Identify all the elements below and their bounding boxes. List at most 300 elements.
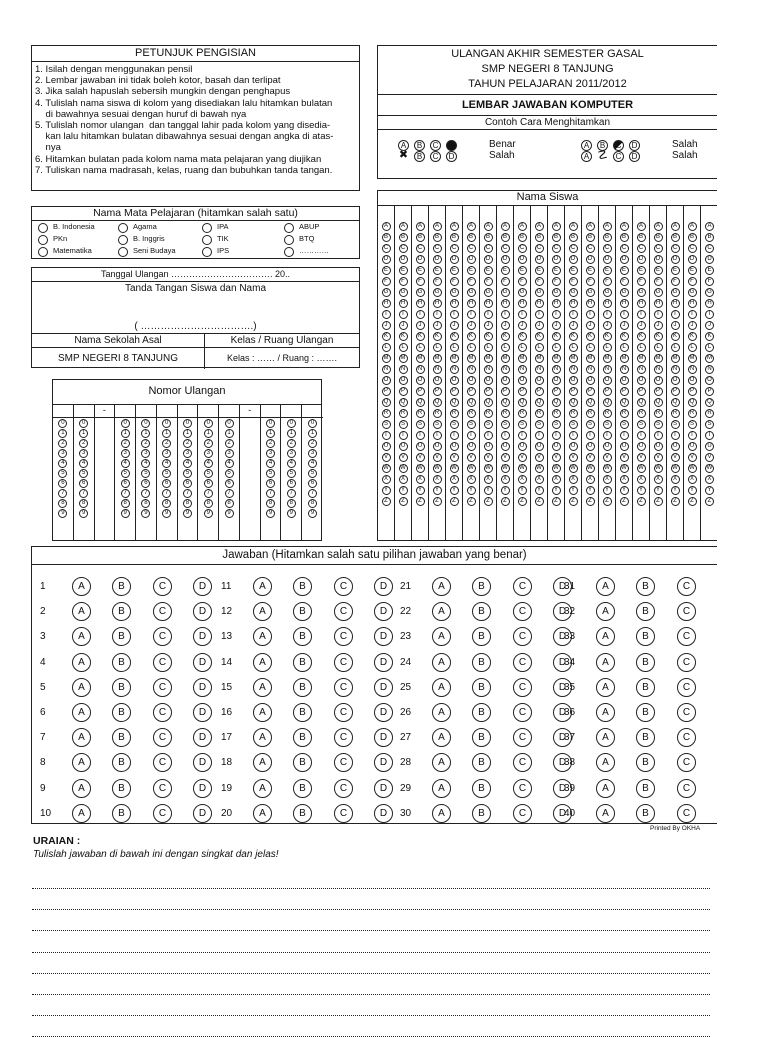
letter-bubble[interactable]: F [399,277,408,286]
letter-bubble[interactable]: I [450,310,459,319]
digit-bubble[interactable]: 5 [162,469,171,478]
answer-bubble-d[interactable]: D [553,779,572,798]
digit-bubble[interactable]: 0 [121,419,130,428]
letter-bubble[interactable]: Y [416,486,425,495]
letter-bubble[interactable]: J [484,321,493,330]
letter-bubble[interactable]: J [569,321,578,330]
digit-bubble[interactable]: 1 [162,429,171,438]
letter-bubble[interactable]: Y [688,486,697,495]
letter-bubble[interactable]: G [586,288,595,297]
digit-bubble[interactable]: 9 [308,509,317,518]
letter-bubble[interactable]: D [552,255,561,264]
answer-bubble-c[interactable]: C [334,703,353,722]
letter-bubble[interactable]: R [518,409,527,418]
letter-bubble[interactable]: U [705,442,714,451]
answer-bubble-b[interactable]: B [472,753,491,772]
letter-bubble[interactable]: J [620,321,629,330]
digit-bubble[interactable]: 9 [225,509,234,518]
answer-bubble-d[interactable]: D [553,627,572,646]
letter-bubble[interactable]: F [569,277,578,286]
letter-bubble[interactable]: L [569,343,578,352]
digit-bubble[interactable]: 8 [266,499,275,508]
letter-bubble[interactable]: D [620,255,629,264]
answer-bubble-b[interactable]: B [293,602,312,621]
answer-bubble-d[interactable]: D [193,703,212,722]
letter-bubble[interactable]: I [518,310,527,319]
letter-bubble[interactable]: O [433,376,442,385]
digit-bubble[interactable]: 2 [141,439,150,448]
answer-bubble-c[interactable]: C [153,653,172,672]
letter-bubble[interactable]: P [535,387,544,396]
digit-bubble[interactable]: 1 [266,429,275,438]
letter-bubble[interactable]: N [518,365,527,374]
answer-bubble-a[interactable]: A [432,602,451,621]
answer-bubble-c[interactable]: C [677,779,696,798]
letter-bubble[interactable]: F [705,277,714,286]
letter-bubble[interactable]: Z [399,497,408,506]
answer-bubble-a[interactable]: A [253,728,272,747]
letter-bubble[interactable]: F [467,277,476,286]
letter-bubble[interactable]: J [433,321,442,330]
letter-bubble[interactable]: N [654,365,663,374]
subject-bubble[interactable] [202,235,212,245]
letter-bubble[interactable]: J [535,321,544,330]
letter-bubble[interactable]: I [535,310,544,319]
answer-bubble-d[interactable]: D [374,753,393,772]
answer-bubble-a[interactable]: A [596,653,615,672]
digit-bubble[interactable]: 6 [79,479,88,488]
letter-bubble[interactable]: X [518,475,527,484]
answer-bubble-c[interactable]: C [513,653,532,672]
letter-bubble[interactable]: R [552,409,561,418]
letter-bubble[interactable]: Z [586,497,595,506]
letter-bubble[interactable]: R [535,409,544,418]
letter-bubble[interactable]: P [467,387,476,396]
letter-bubble[interactable]: J [654,321,663,330]
answer-bubble-a[interactable]: A [253,703,272,722]
digit-bubble[interactable]: 1 [121,429,130,438]
answer-bubble-c[interactable]: C [334,627,353,646]
letter-bubble[interactable]: B [535,233,544,242]
subject-bubble[interactable] [38,247,48,257]
letter-bubble[interactable]: K [450,332,459,341]
letter-bubble[interactable]: L [450,343,459,352]
letter-bubble[interactable]: Y [603,486,612,495]
letter-bubble[interactable]: J [586,321,595,330]
letter-bubble[interactable]: O [654,376,663,385]
letter-bubble[interactable]: R [399,409,408,418]
letter-bubble[interactable]: L [518,343,527,352]
letter-bubble[interactable]: Y [433,486,442,495]
answer-bubble-a[interactable]: A [432,627,451,646]
letter-bubble[interactable]: X [671,475,680,484]
letter-bubble[interactable]: Y [671,486,680,495]
letter-bubble[interactable]: F [433,277,442,286]
letter-bubble[interactable]: O [416,376,425,385]
letter-bubble[interactable]: L [654,343,663,352]
letter-bubble[interactable]: G [501,288,510,297]
letter-bubble[interactable]: V [569,453,578,462]
letter-bubble[interactable]: C [569,244,578,253]
letter-bubble[interactable]: N [705,365,714,374]
answer-bubble-d[interactable]: D [193,779,212,798]
letter-bubble[interactable]: Y [637,486,646,495]
nomor-digit-box[interactable] [136,405,156,418]
digit-bubble[interactable]: 8 [225,499,234,508]
letter-bubble[interactable]: R [569,409,578,418]
letter-bubble[interactable]: I [637,310,646,319]
answer-line[interactable] [32,952,710,953]
letter-bubble[interactable]: P [518,387,527,396]
letter-bubble[interactable]: Z [501,497,510,506]
digit-bubble[interactable]: 7 [204,489,213,498]
digit-bubble[interactable]: 1 [183,429,192,438]
digit-bubble[interactable]: 2 [121,439,130,448]
answer-bubble-b[interactable]: B [636,627,655,646]
letter-bubble[interactable]: U [501,442,510,451]
letter-bubble[interactable]: K [535,332,544,341]
answer-bubble-c[interactable]: C [677,678,696,697]
digit-bubble[interactable]: 6 [308,479,317,488]
answer-bubble-a[interactable]: A [596,627,615,646]
letter-bubble[interactable]: D [416,255,425,264]
letter-bubble[interactable]: U [671,442,680,451]
answer-bubble-a[interactable]: A [432,577,451,596]
answer-line[interactable] [32,909,710,910]
letter-bubble[interactable]: S [569,420,578,429]
letter-bubble[interactable]: B [399,233,408,242]
letter-bubble[interactable]: Y [501,486,510,495]
letter-bubble[interactable]: C [552,244,561,253]
letter-bubble[interactable]: L [484,343,493,352]
answer-bubble-b[interactable]: B [636,678,655,697]
answer-bubble-c[interactable]: C [677,703,696,722]
answer-bubble-a[interactable]: A [596,678,615,697]
letter-bubble[interactable]: T [399,431,408,440]
letter-bubble[interactable]: H [654,299,663,308]
digit-bubble[interactable]: 7 [121,489,130,498]
letter-bubble[interactable]: X [501,475,510,484]
digit-bubble[interactable]: 9 [58,509,67,518]
letter-bubble[interactable]: S [416,420,425,429]
letter-bubble[interactable]: M [468,355,474,361]
letter-bubble[interactable]: N [569,365,578,374]
letter-bubble[interactable]: G [433,288,442,297]
answer-bubble-a[interactable]: A [432,678,451,697]
letter-bubble[interactable]: R [705,409,714,418]
letter-bubble[interactable]: G [450,288,459,297]
digit-bubble[interactable]: 3 [287,449,296,458]
letter-bubble[interactable]: T [620,431,629,440]
letter-bubble[interactable]: M [621,355,627,361]
digit-bubble[interactable]: 9 [79,509,88,518]
letter-bubble[interactable]: C [501,244,510,253]
letter-bubble[interactable]: K [654,332,663,341]
letter-bubble[interactable]: F [382,277,391,286]
answer-bubble-c[interactable]: C [334,678,353,697]
answer-bubble-a[interactable]: A [596,753,615,772]
subject-bubble[interactable] [202,223,212,233]
letter-bubble[interactable]: B [552,233,561,242]
letter-bubble[interactable]: D [484,255,493,264]
letter-bubble[interactable]: J [501,321,510,330]
letter-bubble[interactable]: S [552,420,561,429]
letter-bubble[interactable]: X [569,475,578,484]
letter-bubble[interactable]: M [570,355,576,361]
letter-bubble[interactable]: P [654,387,663,396]
letter-bubble[interactable]: B [467,233,476,242]
letter-bubble[interactable]: J [637,321,646,330]
answer-bubble-d[interactable]: D [553,653,572,672]
digit-bubble[interactable]: 5 [225,469,234,478]
answer-bubble-c[interactable]: C [153,703,172,722]
letter-bubble[interactable]: G [535,288,544,297]
digit-bubble[interactable]: 1 [287,429,296,438]
answer-bubble-a[interactable]: A [72,577,91,596]
answer-bubble-b[interactable]: B [293,728,312,747]
digit-bubble[interactable]: 6 [266,479,275,488]
answer-bubble-b[interactable]: B [293,653,312,672]
answer-bubble-d[interactable]: D [193,804,212,823]
answer-bubble-b[interactable]: B [636,728,655,747]
answer-bubble-c[interactable]: C [153,602,172,621]
answer-bubble-b[interactable]: B [293,627,312,646]
letter-bubble[interactable]: S [501,420,510,429]
answer-bubble-d[interactable]: D [374,804,393,823]
letter-bubble[interactable]: Q [671,398,680,407]
letter-bubble[interactable]: H [603,299,612,308]
letter-bubble[interactable]: O [603,376,612,385]
letter-bubble[interactable]: X [603,475,612,484]
letter-bubble[interactable]: Q [535,398,544,407]
letter-bubble[interactable]: B [484,233,493,242]
letter-bubble[interactable]: X [620,475,629,484]
digit-bubble[interactable]: 3 [308,449,317,458]
digit-bubble[interactable]: 5 [121,469,130,478]
letter-bubble[interactable]: M [502,355,508,361]
digit-bubble[interactable]: 5 [183,469,192,478]
letter-bubble[interactable]: J [552,321,561,330]
letter-bubble[interactable]: N [620,365,629,374]
subject-bubble[interactable] [202,247,212,257]
letter-bubble[interactable]: J [416,321,425,330]
letter-bubble[interactable]: Y [569,486,578,495]
letter-bubble[interactable]: N [603,365,612,374]
letter-bubble[interactable]: W [468,465,474,471]
letter-bubble[interactable]: E [603,266,612,275]
letter-bubble[interactable]: P [501,387,510,396]
letter-bubble[interactable]: K [518,332,527,341]
letter-bubble[interactable]: V [484,453,493,462]
letter-bubble[interactable]: L [535,343,544,352]
letter-bubble[interactable]: F [501,277,510,286]
answer-bubble-d[interactable]: D [553,703,572,722]
letter-bubble[interactable]: Z [382,497,391,506]
letter-bubble[interactable]: A [654,222,663,231]
answer-bubble-b[interactable]: B [112,678,131,697]
letter-bubble[interactable]: V [654,453,663,462]
letter-bubble[interactable]: U [399,442,408,451]
digit-bubble[interactable]: 0 [79,419,88,428]
letter-bubble[interactable]: O [569,376,578,385]
letter-bubble[interactable]: K [688,332,697,341]
letter-bubble[interactable]: H [467,299,476,308]
letter-bubble[interactable]: N [671,365,680,374]
answer-bubble-c[interactable]: C [677,653,696,672]
letter-bubble[interactable]: R [416,409,425,418]
digit-bubble[interactable]: 6 [225,479,234,488]
letter-bubble[interactable]: E [552,266,561,275]
answer-bubble-a[interactable]: A [253,779,272,798]
letter-bubble[interactable]: P [484,387,493,396]
letter-bubble[interactable]: X [416,475,425,484]
answer-bubble-b[interactable]: B [112,728,131,747]
answer-bubble-d[interactable]: D [553,602,572,621]
digit-bubble[interactable]: 4 [287,459,296,468]
letter-bubble[interactable]: J [450,321,459,330]
letter-bubble[interactable]: E [535,266,544,275]
letter-bubble[interactable]: N [637,365,646,374]
letter-bubble[interactable]: M [400,355,406,361]
letter-bubble[interactable]: E [467,266,476,275]
letter-bubble[interactable]: D [501,255,510,264]
letter-bubble[interactable]: V [586,453,595,462]
letter-bubble[interactable]: K [637,332,646,341]
subject-bubble[interactable] [284,235,294,245]
digit-bubble[interactable]: 9 [121,509,130,518]
answer-bubble-b[interactable]: B [636,602,655,621]
letter-bubble[interactable]: U [416,442,425,451]
letter-bubble[interactable]: V [501,453,510,462]
letter-bubble[interactable]: B [382,233,391,242]
letter-bubble[interactable]: L [620,343,629,352]
answer-bubble-b[interactable]: B [112,577,131,596]
answer-bubble-b[interactable]: B [112,703,131,722]
answer-bubble-b[interactable]: B [112,804,131,823]
letter-bubble[interactable]: X [484,475,493,484]
answer-bubble-b[interactable]: B [636,753,655,772]
subject-bubble[interactable] [38,223,48,233]
letter-bubble[interactable]: S [450,420,459,429]
letter-bubble[interactable]: K [620,332,629,341]
letter-bubble[interactable]: T [603,431,612,440]
letter-bubble[interactable]: D [603,255,612,264]
digit-bubble[interactable]: 9 [162,509,171,518]
letter-bubble[interactable]: P [705,387,714,396]
letter-bubble[interactable]: A [467,222,476,231]
letter-bubble[interactable]: E [433,266,442,275]
nomor-digit-box[interactable] [157,405,177,418]
letter-bubble[interactable]: Z [705,497,714,506]
letter-bubble[interactable]: U [552,442,561,451]
answer-bubble-c[interactable]: C [513,627,532,646]
letter-bubble[interactable]: M [689,355,695,361]
digit-bubble[interactable]: 6 [287,479,296,488]
letter-bubble[interactable]: M [417,355,423,361]
letter-bubble[interactable]: T [688,431,697,440]
letter-bubble[interactable]: R [450,409,459,418]
letter-bubble[interactable]: W [587,465,593,471]
digit-bubble[interactable]: 0 [225,419,234,428]
letter-bubble[interactable]: Z [569,497,578,506]
letter-bubble[interactable]: H [416,299,425,308]
digit-bubble[interactable]: 7 [183,489,192,498]
letter-bubble[interactable]: D [654,255,663,264]
letter-bubble[interactable]: F [603,277,612,286]
answer-bubble-c[interactable]: C [153,627,172,646]
letter-bubble[interactable]: U [569,442,578,451]
letter-bubble[interactable]: Z [603,497,612,506]
letter-bubble[interactable]: F [620,277,629,286]
letter-bubble[interactable]: Y [399,486,408,495]
letter-bubble[interactable]: Z [416,497,425,506]
letter-bubble[interactable]: H [399,299,408,308]
letter-bubble[interactable]: U [688,442,697,451]
letter-bubble[interactable]: V [382,453,391,462]
letter-bubble[interactable]: Q [586,398,595,407]
letter-bubble[interactable]: U [467,442,476,451]
letter-bubble[interactable]: N [450,365,459,374]
letter-bubble[interactable]: D [705,255,714,264]
answer-bubble-c[interactable]: C [513,753,532,772]
letter-bubble[interactable]: D [586,255,595,264]
answer-bubble-b[interactable]: B [112,779,131,798]
answer-bubble-c[interactable]: C [513,577,532,596]
letter-bubble[interactable]: C [603,244,612,253]
letter-bubble[interactable]: N [501,365,510,374]
letter-bubble[interactable]: P [382,387,391,396]
letter-bubble[interactable]: Z [535,497,544,506]
letter-bubble[interactable]: V [467,453,476,462]
digit-bubble[interactable]: 1 [79,429,88,438]
digit-bubble[interactable]: 5 [79,469,88,478]
letter-bubble[interactable]: W [451,465,457,471]
letter-bubble[interactable]: Y [467,486,476,495]
letter-bubble[interactable]: G [399,288,408,297]
nomor-digit-box[interactable] [115,405,135,418]
answer-line[interactable] [32,888,710,889]
letter-bubble[interactable]: W [621,465,627,471]
letter-bubble[interactable]: P [637,387,646,396]
letter-bubble[interactable]: Q [518,398,527,407]
letter-bubble[interactable]: U [654,442,663,451]
answer-bubble-d[interactable]: D [193,602,212,621]
letter-bubble[interactable]: V [535,453,544,462]
letter-bubble[interactable]: K [705,332,714,341]
answer-bubble-a[interactable]: A [432,653,451,672]
letter-bubble[interactable]: B [450,233,459,242]
answer-bubble-d[interactable]: D [193,627,212,646]
letter-bubble[interactable]: T [518,431,527,440]
letter-bubble[interactable]: M [638,355,644,361]
letter-bubble[interactable]: G [416,288,425,297]
letter-bubble[interactable]: I [603,310,612,319]
digit-bubble[interactable]: 9 [287,509,296,518]
letter-bubble[interactable]: S [535,420,544,429]
letter-bubble[interactable]: R [382,409,391,418]
letter-bubble[interactable]: Q [484,398,493,407]
answer-bubble-b[interactable]: B [472,602,491,621]
letter-bubble[interactable]: W [604,465,610,471]
digit-bubble[interactable]: 3 [266,449,275,458]
letter-bubble[interactable]: R [654,409,663,418]
letter-bubble[interactable]: F [450,277,459,286]
answer-bubble-d[interactable]: D [374,779,393,798]
letter-bubble[interactable]: P [433,387,442,396]
letter-bubble[interactable]: G [637,288,646,297]
letter-bubble[interactable]: Q [620,398,629,407]
letter-bubble[interactable]: A [688,222,697,231]
